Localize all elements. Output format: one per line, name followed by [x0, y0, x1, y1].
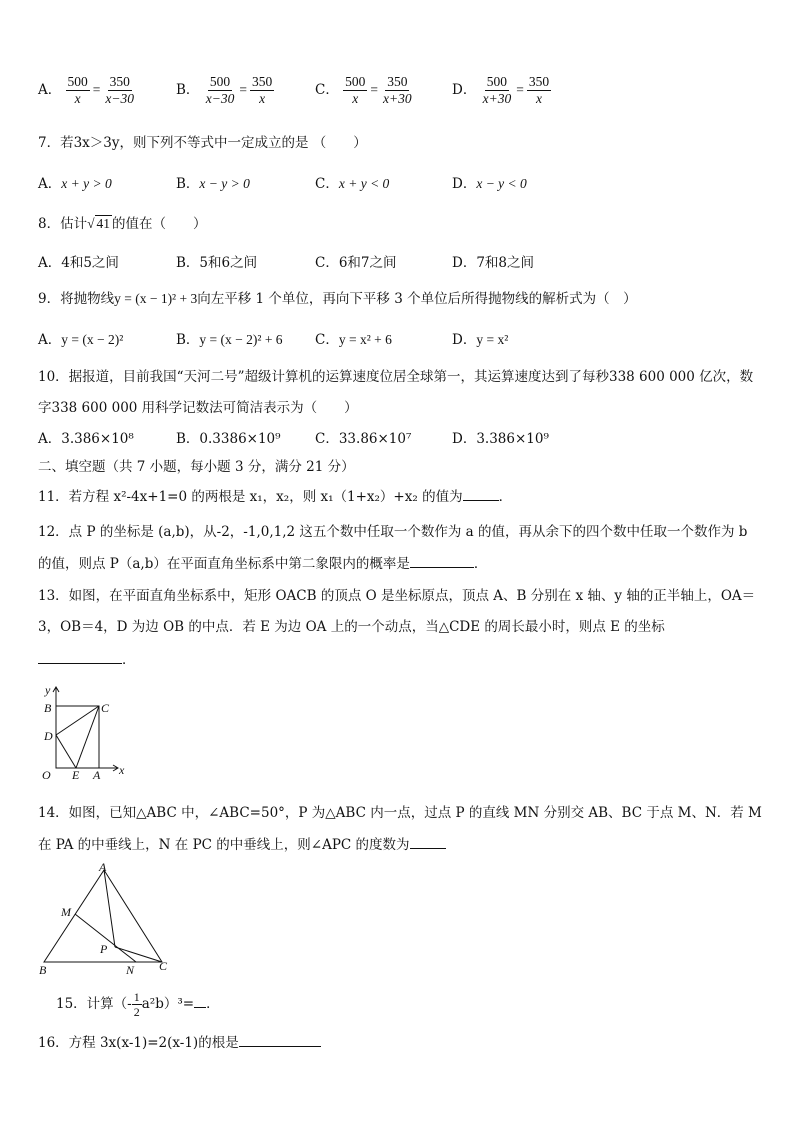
q10-option-b: B．0.3386×10⁹: [176, 431, 281, 447]
q10-option-a: A．3.386×10⁸: [38, 431, 134, 447]
fraction: $\frac{350}{x}$: [251, 74, 273, 106]
answer-blank: [410, 555, 474, 568]
label-o: O: [42, 768, 51, 782]
q8-option-d: D．7和8之间: [452, 255, 535, 271]
q12-stem-line2: 的值，则点 P（a,b）在平面直角坐标系中第二象限内的概率是 ．: [38, 556, 488, 572]
label-c: C: [159, 959, 168, 973]
q6-option-b: B． $\frac{500}{x-30}$ = $\frac{350}{x}$: [176, 74, 273, 106]
fraction: $\frac{350}{x}$: [528, 74, 550, 106]
fraction: $\frac{500}{x-30}$: [205, 74, 235, 106]
q14-stem-line1: 14．如图，已知△ABC 中，∠ABC=50°，P 为△ABC 内一点，过点 P 的直线 MN 分别交 AB、BC 于点 M、N．若 M: [38, 805, 762, 821]
answer-blank: [194, 995, 206, 1008]
q7-option-c: C．x + y < 0: [315, 176, 390, 192]
fraction: $\frac{350}{x+30}$: [383, 74, 412, 106]
fraction: $\frac{500}{x}$: [67, 74, 88, 106]
answer-blank: [410, 836, 446, 849]
segment-ec: [76, 706, 99, 768]
q13-coordinate-figure: [36, 682, 136, 782]
label-b: B: [44, 701, 52, 715]
q12-stem-line1: 12．点 P 的坐标是 (a,b)，从-2，-1,0,1,2 这五个数中任取一个数作为 a 的值，再从余下的四个数中任取一个数作为 b: [38, 524, 748, 540]
q9-option-c: C．y = x² + 6: [315, 332, 392, 348]
q10-option-c: C．33.86×10⁷: [315, 431, 412, 447]
rectangle-oacb: [56, 706, 99, 768]
q8-option-b: B．5和6之间: [176, 255, 258, 271]
label-y: y: [45, 683, 51, 697]
q7-option-d: D．x − y < 0: [452, 176, 527, 192]
q8-stem: 8．估计√ 41 的值在（ ）: [38, 216, 207, 232]
q10-stem-line2: 字338 600 000 用科学记数法可简洁表示为（ ）: [38, 400, 358, 416]
q9-option-b: B．y = (x − 2)² + 6: [176, 332, 283, 348]
label-n: N: [126, 963, 135, 977]
label-c: C: [101, 701, 110, 715]
segment-pc: [115, 947, 162, 962]
q7-option-b: B．x − y > 0: [176, 176, 250, 192]
q6-option-c: C． $\frac{500}{x}$ = $\frac{350}{x+30}$: [315, 74, 412, 106]
fraction: $\frac{500}{x}$: [345, 74, 366, 106]
q14-stem-line2: 在 PA 的中垂线上，N 在 PC 的中垂线上，则∠APC 的度数为: [38, 833, 446, 853]
label-b: B: [39, 963, 47, 977]
q7-option-a: A．x + y > 0: [38, 176, 112, 192]
q13-stem-line1: 13．如图，在平面直角坐标系中，矩形 OACB 的顶点 O 是坐标原点，顶点 A、B 分别在 x 轴、y 轴的正半轴上，OA＝: [38, 588, 756, 604]
q15-stem: 15．计算（- $\frac{1}{2}$ a²b）³= ．: [56, 990, 220, 1019]
fraction: $\frac{350}{x-30}$: [105, 74, 135, 106]
section-heading: 二、填空题（共 7 小题，每小题 3 分，满分 21 分）: [38, 459, 355, 475]
q7-stem: 7．若3x＞3y，则下列不等式中一定成立的是 （ ）: [38, 135, 367, 151]
q6-option-a: A． $\frac{500}{x}$ = $\frac{350}{x-30}$: [38, 74, 135, 106]
label-x: x: [119, 763, 125, 777]
q9-option-a: A．y = (x − 2)²: [38, 332, 124, 348]
q9-stem: 9．将抛物线y = (x − 1)² + 3向左平移 1 个单位，再向下平移 3 个单位后所得抛物线的解析式为（ ）: [38, 291, 637, 307]
q6-option-d: D． $\frac{500}{x+30}$ = $\frac{350}{x}$: [452, 74, 550, 106]
option-label: C．: [315, 82, 339, 98]
label-e: E: [72, 768, 80, 782]
option-label: A．: [38, 82, 62, 98]
segment-ap: [104, 870, 115, 947]
segment-dc: [56, 706, 99, 735]
square-root: √ 41: [87, 216, 111, 231]
q13-stem-line2: 3，OB＝4，D 为边 OB 的中点．若 E 为边 OA 上的一个动点，当△CDE 的周长最小时，则点 E 的坐标: [38, 619, 665, 635]
fraction: $\frac{500}{x+30}$: [482, 74, 512, 106]
fraction: $\frac{1}{2}$: [133, 990, 140, 1019]
option-label: D．: [452, 82, 477, 98]
label-a: A: [93, 768, 101, 782]
label-m: M: [61, 905, 71, 919]
label-a: A: [99, 860, 107, 874]
label-d: D: [44, 729, 53, 743]
q11-stem: 11．若方程 x²-4x+1=0 的两根是 x₁，x₂，则 x₁（1+x₂）+x₂ 的值为 ．: [38, 489, 513, 505]
segment-de: [56, 735, 76, 768]
q8-option-c: C．6和7之间: [315, 255, 397, 271]
q14-triangle-figure: [36, 858, 176, 978]
label-p: P: [100, 942, 108, 956]
q13-stem-line3: ．: [38, 648, 136, 668]
q8-option-a: A．4和5之间: [38, 255, 119, 271]
answer-blank: [239, 1034, 321, 1047]
answer-blank: [38, 651, 122, 664]
q16-stem: 16．方程 3x(x-1)=2(x-1)的根是: [38, 1031, 321, 1051]
option-label: B．: [176, 82, 200, 98]
answer-blank: [463, 488, 499, 501]
q10-option-d: D．3.386×10⁹: [452, 431, 549, 447]
q9-option-d: D．y = x²: [452, 332, 509, 348]
q10-stem-line1: 10．据报道，目前我国“天河二号”超级计算机的运算速度位居全球第一，其运算速度达到了每秒338 600 000 亿次，数: [38, 369, 754, 385]
